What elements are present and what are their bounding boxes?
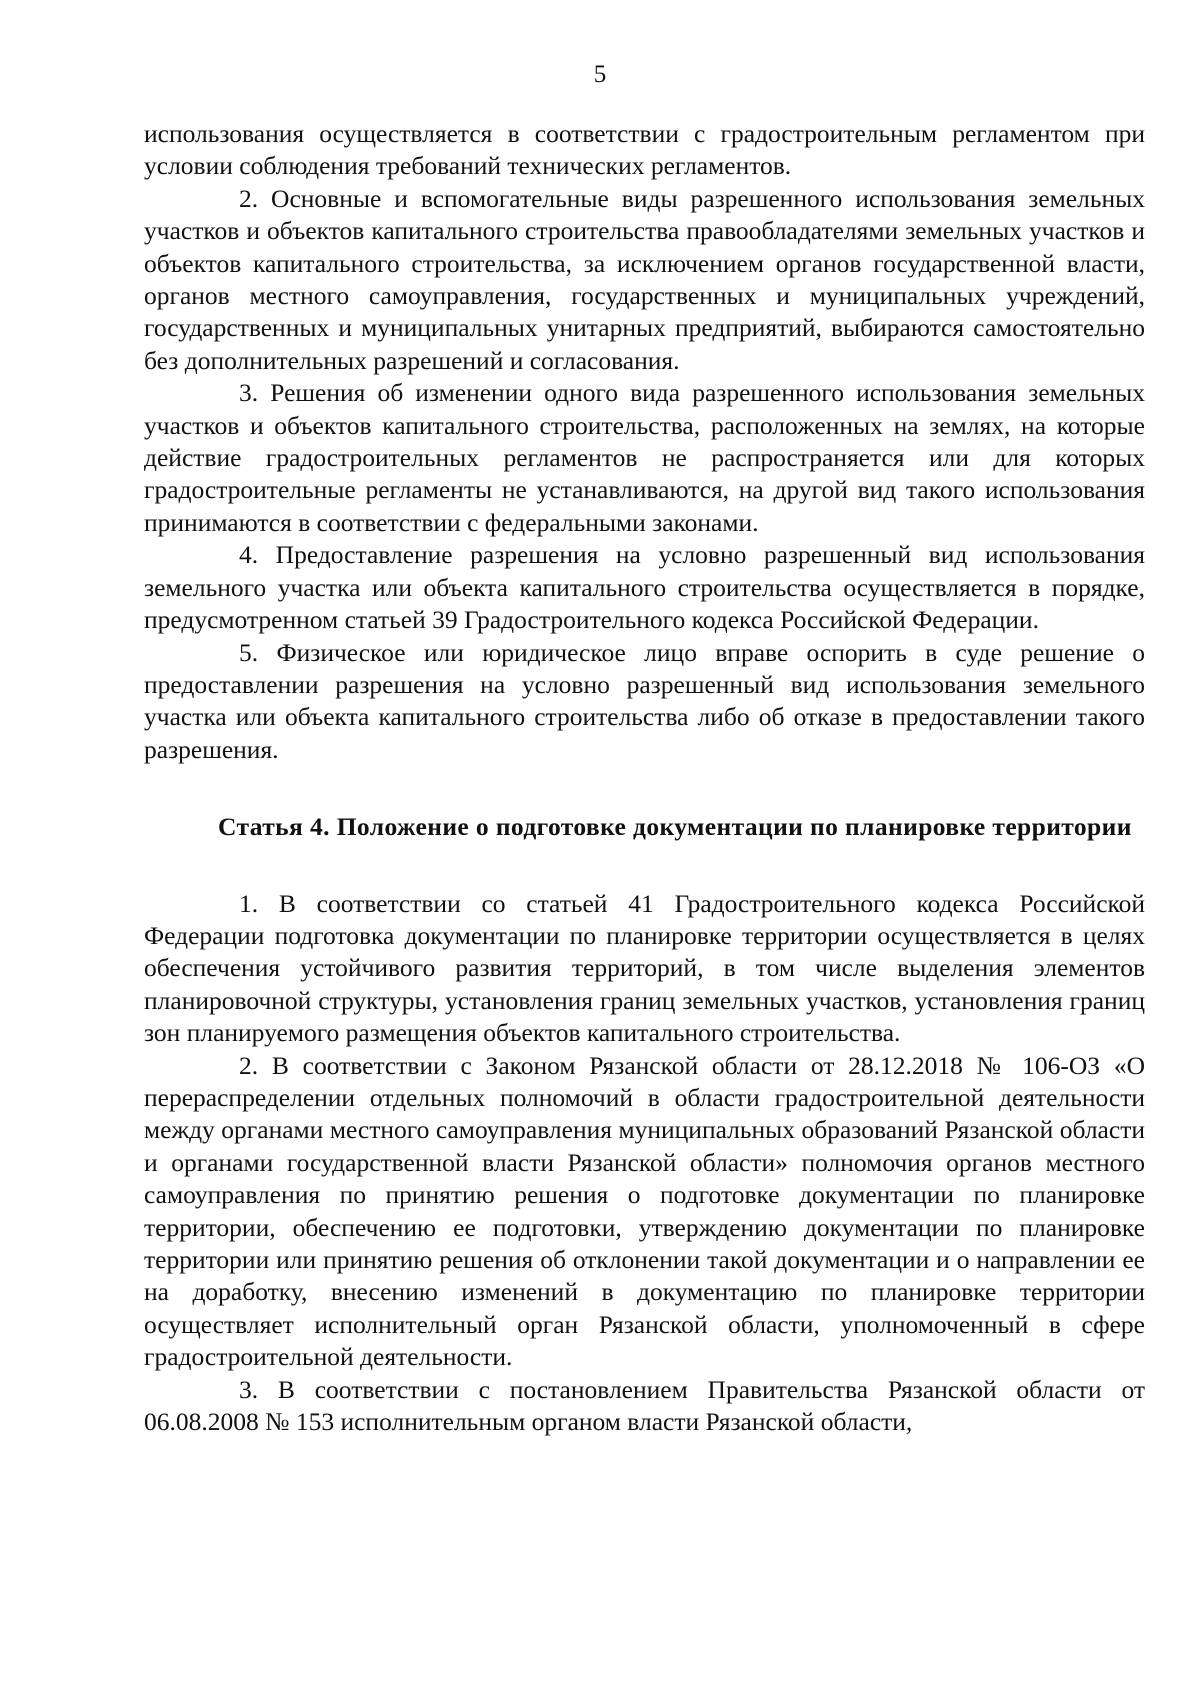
continuation-paragraph: использования осуществляется в соответствии с градостроительным регламентом при условии соблюдения требований технических регламентов. — [144, 119, 1145, 181]
article4-heading: Статья 4. Положение о подготовке документации по планировке территории — [218, 812, 1132, 842]
article4-item-1: 1. В соответствии со статьей 41 Градостроительного кодекса Российской Федерации подготовка документации по планировке территории осуществляется в целях обеспечения устойчивого развития территорий, в том числе выделения элементов планировочной структуры, установления границ земельных участков, установления границ зон планируемого размещения объектов капитального строительства. — [144, 888, 1145, 1048]
article4-item-2: 2. В соответствии с Законом Рязанской области от 28.12.2018 № 106-ОЗ «О перераспределении отдельных полномочий в области градостроительной деятельности между органами местного самоуправления муниципальных образований Рязанской области и органами государственной власти Рязанской области» полномочия органов местного самоуправления по принятию решения о подготовке документации по планировке территории, обеспечению ее подготовки, утверждению документации по планировке территории или принятию решения об отклонении такой документации и о направлении ее на доработку, внесению изменений в документацию по планировке территории осуществляет исполнительный орган Рязанской области, уполномоченный в сфере градостроительной деятельности. — [144, 1050, 1145, 1372]
article3-item-3: 3. Решения об изменении одного вида разрешенного использования земельных участков и объектов капитального строительства, расположенных на землях, на которые действие градостроительных регламентов не распространяется или для которых градостроительные регламенты не устанавливаются, на другой вид такого использования принимаются в соответствии с федеральными законами. — [144, 378, 1145, 537]
article3-item-2: 2. Основные и вспомогательные виды разрешенного использования земельных участков и объектов капитального строительства правообладателями земельных участков и объектов капитального строительства, за исключением органов государственной власти, органов местного самоуправления, государственных и муниципальных учреждений, государственных и муниципальных унитарных предприятий, выбираются самостоятельно без дополнительных разрешений и согласования. — [144, 183, 1145, 375]
article3-item-4: 4. Предоставление разрешения на условно разрешенный вид использования земельного участка или объекта капитального строительства осуществляется в порядке, предусмотренном статьей 39 Градостроительного кодекса Российской Федерации. — [144, 540, 1145, 635]
article4-item-3: 3. В соответствии с постановлением Правительства Рязанской области от 06.08.2008 № 153 исполнительным органом власти Рязанской области, — [144, 1374, 1145, 1437]
document-body — [144, 118, 1145, 1438]
page-number: 5 — [593, 61, 607, 88]
article3-item-5: 5. Физическое или юридическое лицо вправе оспорить в суде решение о предоставлении разрешения на условно разрешенный вид использования земельного участка или объекта капитального строительства либо об отказе в предоставлении такого разрешения. — [144, 637, 1145, 764]
